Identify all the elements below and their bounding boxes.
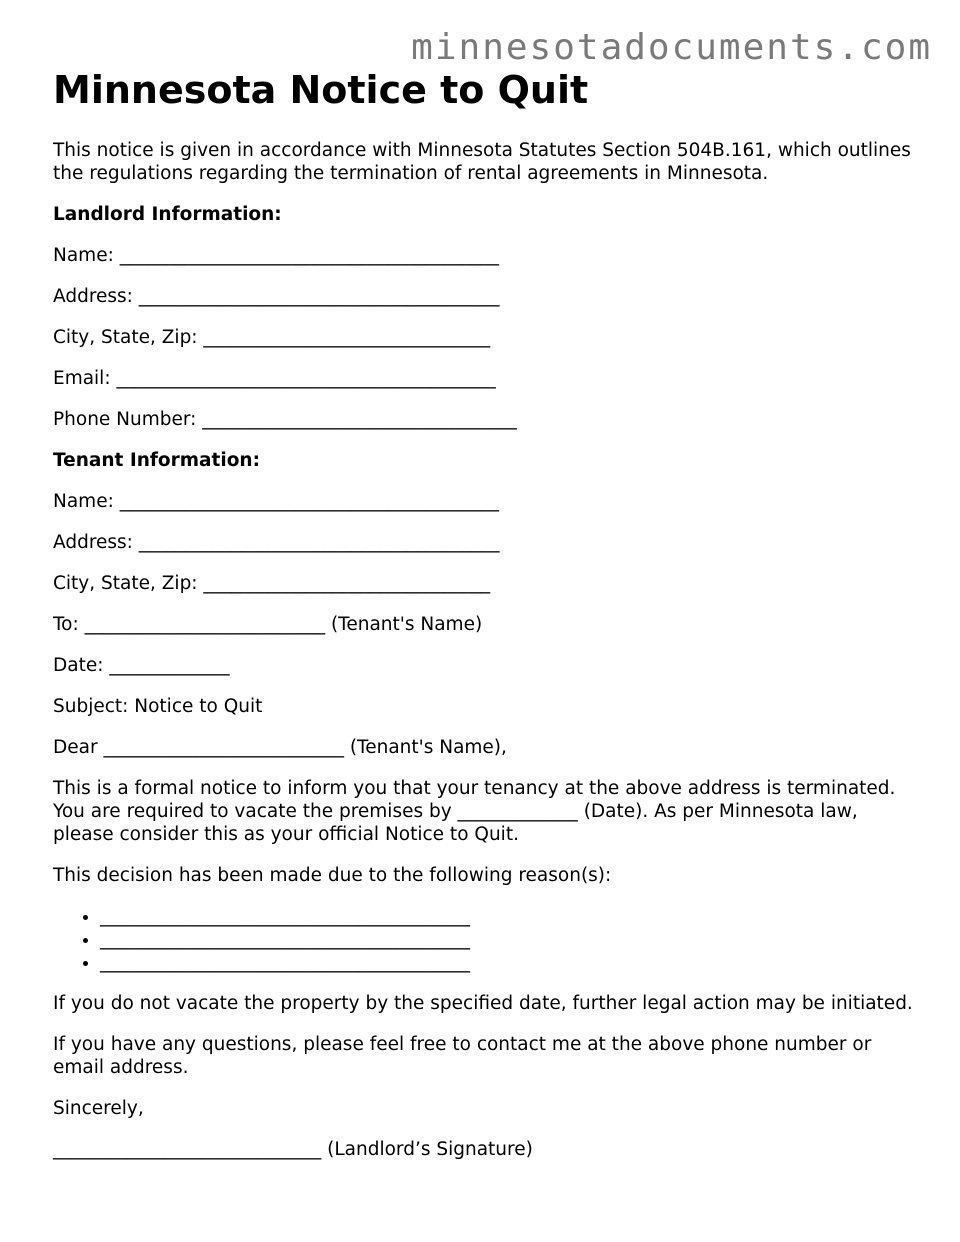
reasons-intro: This decision has been made due to the following reason(s): [53, 865, 612, 886]
document-title: Minnesota Notice to Quit [53, 68, 589, 112]
watermark: minnesotadocuments.com [411, 27, 932, 68]
document-page [53, 68, 923, 1161]
landlord-address-field: Address: _______________________________________ [53, 286, 500, 307]
landlord-name-field: Name: _________________________________________ [53, 245, 499, 266]
tenant-address-field: Address: _______________________________________ [53, 532, 500, 553]
tenant-city-field: City, State, Zip: _______________________________ [53, 573, 491, 594]
closing-line: Sincerely, [53, 1098, 144, 1119]
reasons-list [53, 905, 923, 974]
intro-paragraph: This notice is given in accordance with Minnesota Statutes Section 504B.161, which outlines the regulations regarding the termination of rental agreements in Minnesota. [53, 140, 911, 184]
landlord-email-field: Email: _________________________________________ [53, 368, 496, 389]
date-line: Date: _____________ [53, 655, 230, 676]
reason-item: • ________________________________________ [100, 951, 923, 974]
subject-line: Subject: Notice to Quit [53, 696, 263, 717]
landlord-city-field: City, State, Zip: _______________________________ [53, 327, 491, 348]
reason-item: • ________________________________________ [100, 928, 923, 951]
tenant-section-heading: Tenant Information: [53, 450, 260, 471]
signature-line: _____________________________ (Landlord’s Signature) [53, 1139, 533, 1160]
termination-paragraph: This is a formal notice to inform you that your tenancy at the above address is terminated. You are required to vacate the premises by _____________ (Date). As per Minnesota law, please consider this as your official Notice to Quit. [53, 778, 896, 845]
landlord-phone-field: Phone Number: __________________________________ [53, 409, 517, 430]
tenant-name-field: Name: _________________________________________ [53, 491, 499, 512]
warning-paragraph: If you do not vacate the property by the specified date, further legal action may be initiated. [53, 993, 913, 1014]
reason-item: • ________________________________________ [100, 905, 923, 928]
to-line: To: __________________________ (Tenant's Name) [53, 614, 483, 635]
salutation-line: Dear __________________________ (Tenant's Name), [53, 737, 507, 758]
landlord-section-heading: Landlord Information: [53, 204, 282, 225]
contact-paragraph: If you have any questions, please feel free to contact me at the above phone number or email address. [53, 1034, 872, 1078]
